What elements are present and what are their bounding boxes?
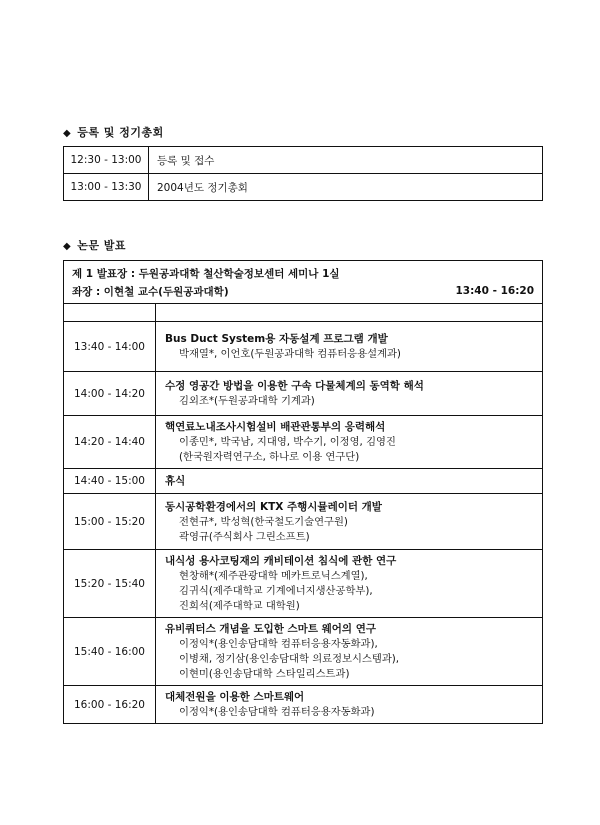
papers-heading-text: 논문 발표	[77, 239, 127, 252]
session-row	[64, 686, 543, 724]
session-row	[64, 550, 543, 618]
session-body	[156, 416, 543, 469]
session-author-line: 김외조*(두원공과대학 기계과)	[179, 395, 315, 407]
session-time: 15:20 - 15:40	[64, 550, 156, 618]
papers-heading	[63, 237, 126, 253]
diamond-bullet-icon: ◆	[63, 241, 72, 252]
session-title: 수정 영공간 방법을 이용한 구속 다물체계의 동역학 해석	[165, 380, 424, 392]
session-body	[156, 550, 543, 618]
session-title: 유비쿼터스 개념을 도입한 스마트 웨어의 연구	[165, 623, 376, 635]
session-body	[156, 494, 543, 550]
venue-text: 제 1 발표장 : 두원공과대학 철산학술정보센터 세미나 1실	[72, 267, 340, 280]
session-row	[64, 322, 543, 372]
table-row	[64, 147, 543, 174]
session-author-line: 진희석(제주대학교 대학원)	[179, 600, 300, 612]
session-author-line: 박재열*, 이언호(두원공과대학 컴퓨터응용설계과)	[179, 348, 401, 360]
session-author-line: 현창해*(제주관광대학 메카트로닉스계열),	[179, 570, 368, 582]
session-body	[156, 686, 543, 724]
registration-table	[63, 146, 543, 201]
registration-heading	[63, 124, 164, 140]
session-row	[64, 618, 543, 686]
registration-item: 2004년도 정기총회	[149, 174, 543, 201]
session-time: 15:00 - 15:20	[64, 494, 156, 550]
session-title: 대체전원을 이용한 스마트웨어	[165, 691, 305, 703]
session-author-line: 이종민*, 박국남, 지대영, 박수기, 이정영, 김영진	[179, 436, 396, 448]
session-time: 16:00 - 16:20	[64, 686, 156, 724]
session-author-line: 이현미(용인송담대학 스타일리스트과)	[179, 668, 350, 680]
registration-heading-text: 등록 및 정기총회	[77, 126, 164, 139]
session-body	[156, 372, 543, 416]
papers-table	[63, 260, 543, 724]
session-row	[64, 469, 543, 494]
session-author-line: 곽영규(주식회사 그린소프트)	[179, 530, 310, 543]
session-row	[64, 494, 543, 550]
session-author-line: 이정익*(용인송담대학 컴퓨터응용자동화과)	[179, 706, 375, 718]
registration-item: 등록 및 접수	[149, 147, 543, 174]
session-title: 동시공학환경에서의 KTX 주행시뮬레이터 개발	[165, 500, 382, 513]
spacer-row	[64, 304, 543, 322]
session-list	[64, 322, 543, 724]
session-body	[156, 618, 543, 686]
registration-time: 12:30 - 13:00	[64, 147, 149, 174]
session-title: 휴식	[165, 475, 186, 487]
session-author-line: 전현규*, 박성혁(한국철도기술연구원)	[179, 515, 348, 528]
registration-time: 13:00 - 13:30	[64, 174, 149, 201]
session-author-line: 김귀식(제주대학교 기계에너지생산공학부),	[179, 585, 373, 597]
session-time: 15:40 - 16:00	[64, 618, 156, 686]
session-author-line: 이병채, 정기삼(용인송담대학 의료정보시스템과),	[179, 653, 400, 665]
session-author-line: (한국원자력연구소, 하나로 이용 연구단)	[179, 451, 360, 463]
chair-time: 13:40 - 16:20	[455, 285, 534, 297]
session-row	[64, 372, 543, 416]
diamond-bullet-icon: ◆	[63, 128, 72, 139]
session-time: 13:40 - 14:00	[64, 322, 156, 372]
session-title: 내식성 용사코팅재의 캐비테이션 침식에 관한 연구	[165, 555, 397, 567]
spacer-cell	[64, 304, 156, 322]
session-time: 14:40 - 15:00	[64, 469, 156, 494]
session-body	[156, 469, 543, 494]
venue-row	[64, 261, 543, 304]
venue-header	[64, 261, 543, 304]
table-row	[64, 174, 543, 201]
session-title: 핵연료노내조사시험설비 배관관통부의 응력해석	[165, 421, 386, 433]
session-row	[64, 416, 543, 469]
session-time: 14:20 - 14:40	[64, 416, 156, 469]
spacer-cell	[156, 304, 543, 322]
session-title: Bus Duct System용 자동설계 프로그램 개발	[165, 333, 388, 345]
session-time: 14:00 - 14:20	[64, 372, 156, 416]
session-body	[156, 322, 543, 372]
chair-text: 좌장 : 이현철 교수(두원공과대학)	[72, 285, 229, 298]
session-author-line: 이정익*(용인송담대학 컴퓨터응용자동화과),	[179, 638, 378, 650]
